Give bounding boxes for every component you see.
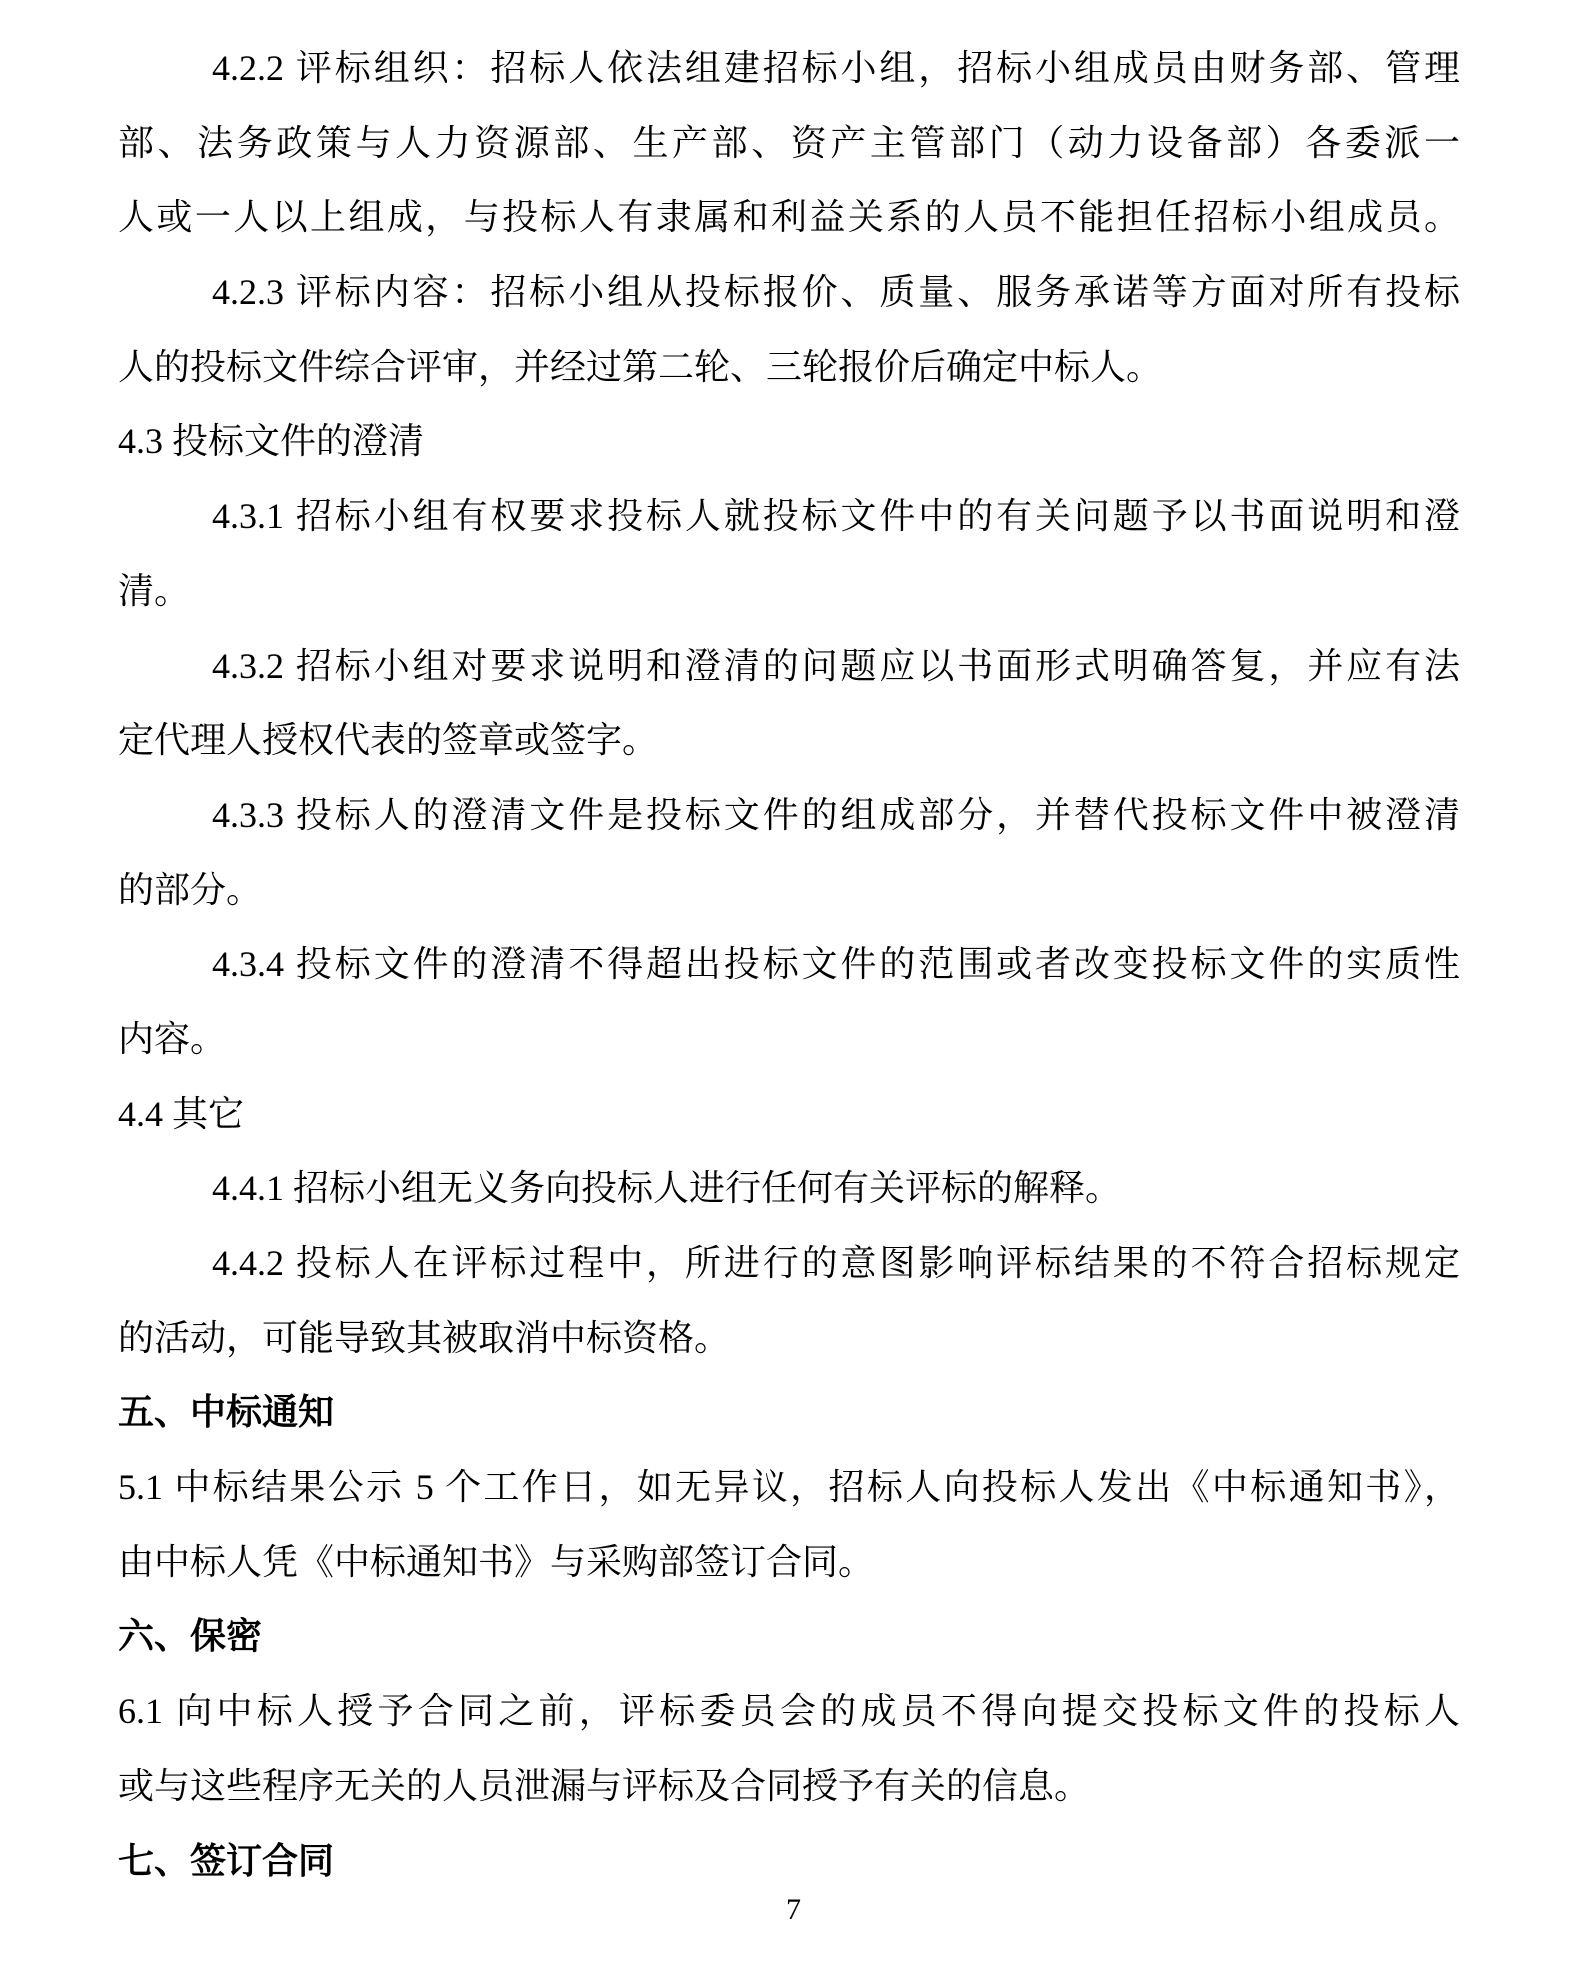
text-line: 6.1 向中标人授予合同之前，评标委员会的成员不得向提交投标文件的投标人: [118, 1691, 1460, 1732]
section-heading: 六、保密: [118, 1616, 263, 1657]
text-line: 4.3 投标文件的澄清: [118, 421, 425, 462]
text-line: 内容。: [118, 1018, 227, 1059]
text-line: 4.4.1 招标小组无义务向投标人进行任何有关评标的解释。: [212, 1168, 1122, 1209]
text-line: 4.3.3 投标人的澄清文件是投标文件的组成部分，并替代投标文件中被澄清: [212, 794, 1460, 835]
text-line: 部、法务政策与人力资源部、生产部、资产主管部门（动力设备部）各委派一: [118, 122, 1460, 163]
text-line: 4.3.2 招标小组对要求说明和澄清的问题应以书面形式明确答复，并应有法: [212, 645, 1460, 686]
text-line: 5.1 中标结果公示 5 个工作日，如无异议，招标人向投标人发出《中标通知书》，: [118, 1467, 1460, 1508]
section-heading: 五、中标通知: [118, 1392, 335, 1433]
text-line: 清。: [118, 570, 191, 611]
text-line: 的活动，可能导致其被取消中标资格。: [118, 1317, 731, 1358]
text-line: 或与这些程序无关的人员泄漏与评标及合同授予有关的信息。: [118, 1765, 1091, 1806]
text-line: 4.4 其它: [118, 1093, 245, 1134]
text-line: 人或一人以上组成，与投标人有隶属和利益关系的人员不能担任招标小组成员。: [118, 197, 1460, 238]
text-line: 4.2.2 评标组织：招标人依法组建招标小组，招标小组成员由财务部、管理: [212, 48, 1460, 88]
document-content: [118, 31, 1460, 1898]
text-line: 人的投标文件综合评审，并经过第二轮、三轮报价后确定中标人。: [118, 346, 1163, 387]
text-line: 4.3.4 投标文件的澄清不得超出投标文件的范围或者改变投标文件的实质性: [212, 944, 1460, 985]
text-line: 4.3.1 招标小组有权要求投标人就投标文件中的有关问题予以书面说明和澄: [212, 496, 1460, 537]
section-heading: 七、签订合同: [118, 1840, 335, 1881]
text-line: 由中标人凭《中标通知书》与采购部签订合同。: [118, 1541, 875, 1582]
text-line: 4.2.3 评标内容：招标小组从投标报价、质量、服务承诺等方面对所有投标: [212, 272, 1460, 313]
page-number: 7: [786, 1893, 801, 1926]
text-line: 定代理人授权代表的签章或签字。: [118, 720, 659, 761]
text-line: 4.4.2 投标人在评标过程中，所进行的意图影响评标结果的不符合招标规定: [212, 1243, 1460, 1283]
text-line: 的部分。: [118, 869, 263, 910]
